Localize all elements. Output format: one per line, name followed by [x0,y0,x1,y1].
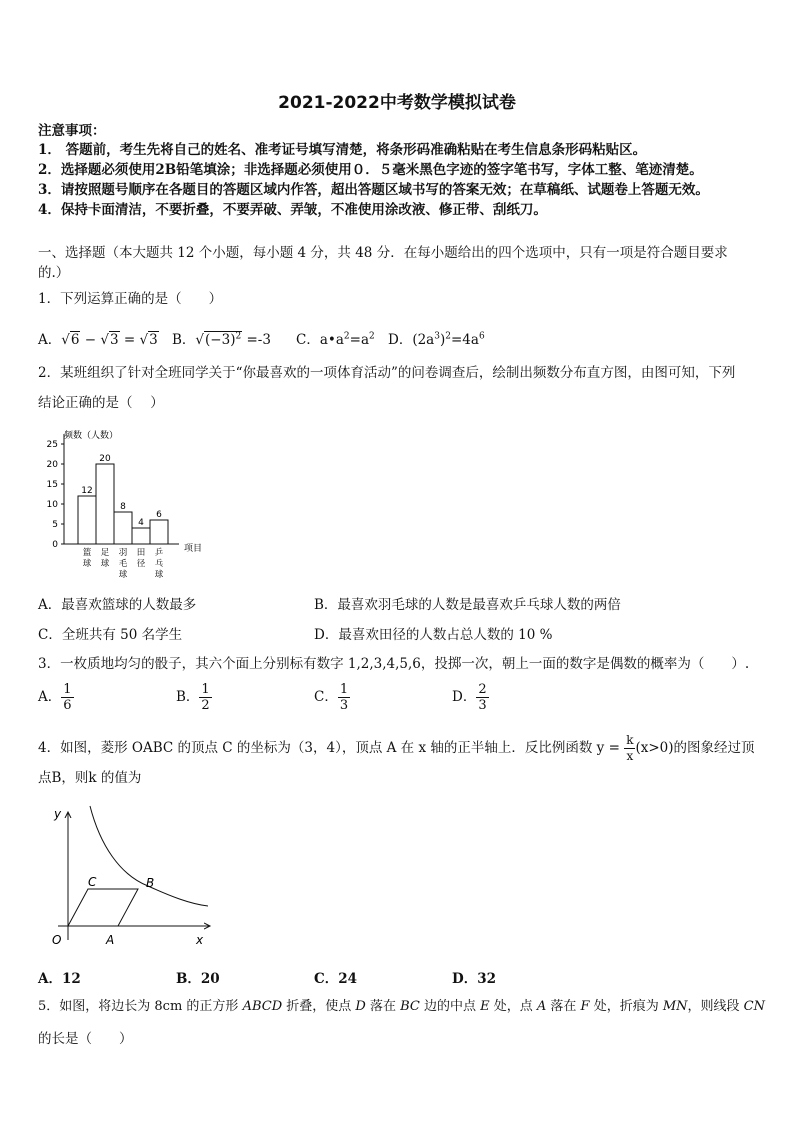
q3-option-a: A． $\frac{1}{6}$ [38,682,72,713]
question-1-stem: 1．下列运算正确的是（ ） [38,291,223,307]
chart-y-tick-label: 5 [52,520,58,530]
q1-option-a: A．√6 − √3 = √3 [38,332,158,348]
chart-x-label: 项目 [184,544,203,554]
q4-option-b: B．20 [176,971,220,987]
notice-item: 3．请按照题号顺序在各题目的答题区域内作答，超出答题区域书写的答案无效；在草稿纸、试题卷上答题无效。 [38,182,709,198]
chart-categories [83,547,164,580]
label-o: O [52,933,62,947]
q2-option-d: D．最喜欢田径的人数占总人数的 10 % [314,627,553,643]
q3-option-d: D． $\frac{2}{3}$ [452,682,487,713]
chart-y-tick-label: 0 [52,540,58,550]
rhombus-figure [40,800,230,960]
q4-option-d: D．32 [452,971,496,987]
chart-data-label: 20 [99,454,111,464]
q1-option-d: D．$(2a^3)^2=4a^6$ [388,331,485,348]
chart-category-label: 乒乓球 [154,548,164,580]
q2-option-b: B．最喜欢羽毛球的人数是最喜欢乒乓球人数的两倍 [314,597,621,613]
q4-option-c: C．24 [314,971,358,987]
chart-data-label: 4 [138,518,144,528]
chart-y-tick-label: 20 [46,460,58,470]
label-y: y [54,807,62,821]
chart-bar [114,512,132,544]
label-b: B [146,876,155,890]
label-c: C [88,875,97,889]
question-2-stem: 2．某班组织了针对全班同学关于“你最喜欢的一项体育活动”的问卷调查后，绘制出频数分布直方图，由图可知，下列 [38,365,736,381]
notice-item: 1． 答题前，考生先将自己的姓名、准考证号填写清楚，将条形码准确粘贴在考生信息条形码粘贴区。 [38,142,647,158]
chart-data-label: 6 [156,510,162,520]
section-heading: 一、选择题（本大题共 12 个小题，每小题 4 分，共 48 分．在每小题给出的四个选项中，只有一项是符合题目要求 [38,245,728,261]
chart-bars [78,454,168,544]
chart-category-label: 羽毛球 [118,548,128,580]
chart-category-label: 篮球 [82,548,92,569]
q3-option-c: C． $\frac{1}{3}$ [314,682,349,713]
hyperbola-curve [90,806,208,906]
chart-y-tick-label: 10 [46,500,58,510]
q1-option-c: C．$a•a^2=a^2$ [296,331,375,348]
page-title: 2021-2022中考数学模拟试卷 [278,93,516,113]
notice-heading: 注意事项： [38,123,106,139]
notice-item: 4．保持卡面清洁，不要折叠，不要弄破、弄皱，不准使用涂改液、修正带、刮纸刀。 [38,202,547,218]
label-a: A [106,933,115,947]
chart-data-label: 12 [81,486,93,496]
chart-y-label: 频数（人数） [64,431,119,441]
q2-option-c: C．全班共有 50 名学生 [38,627,183,643]
question-2-stem-cont: 结论正确的是（ ） [38,395,164,411]
chart-data-label: 8 [120,502,126,512]
chart-bar [78,496,96,544]
question-4-stem: 4．如图，菱形 OABC 的顶点 C 的坐标为（3，4），顶点 A 在 x 轴的正半轴上．反比例函数 y = $\frac{k}{x}$ (x>0)的图象经过顶 [38,733,755,763]
q3-option-b: B． $\frac{1}{2}$ [176,682,210,713]
section-heading-cont: 的.） [38,265,70,281]
question-4-stem-cont: 点B，则k 的值为 [38,770,142,786]
label-x: x [196,933,204,947]
chart-y-tick-label: 15 [46,480,58,490]
rhombus-oabc [68,889,138,926]
question-5-stem: 5．如图，将边长为 8cm 的正方形 ABCD 折叠，使点 D 落在 BC 边的中点 E 处，点 A 落在 F 处，折痕为 MN，则线段 CN [38,999,765,1014]
chart-bar [96,464,114,544]
q2-option-a: A．最喜欢篮球的人数最多 [38,597,197,613]
chart-y-ticks [47,440,64,550]
chart-y-tick-label: 25 [46,440,58,450]
q4-option-a: A．12 [38,971,81,987]
question-3-stem: 3．一枚质地均匀的骰子，其六个面上分别标有数字 1,2,3,4,5,6，投掷一次，朝上一面的数字是偶数的概率为（ ）. [38,656,750,672]
question-5-stem-cont: 的长是（ ） [38,1031,133,1047]
chart-bar [150,520,168,544]
histogram-chart [40,424,220,584]
notice-item: 2．选择题必须使用2B铅笔填涂；非选择题必须使用０．５毫米黑色字迹的签字笔书写，字体工整、笔迹清楚。 [38,162,703,178]
q1-option-b: B．$√(-3)^2 =-3$ [172,331,271,348]
chart-bar [132,528,150,544]
chart-category-label: 足球 [100,548,110,569]
chart-category-label: 田径 [136,548,146,569]
